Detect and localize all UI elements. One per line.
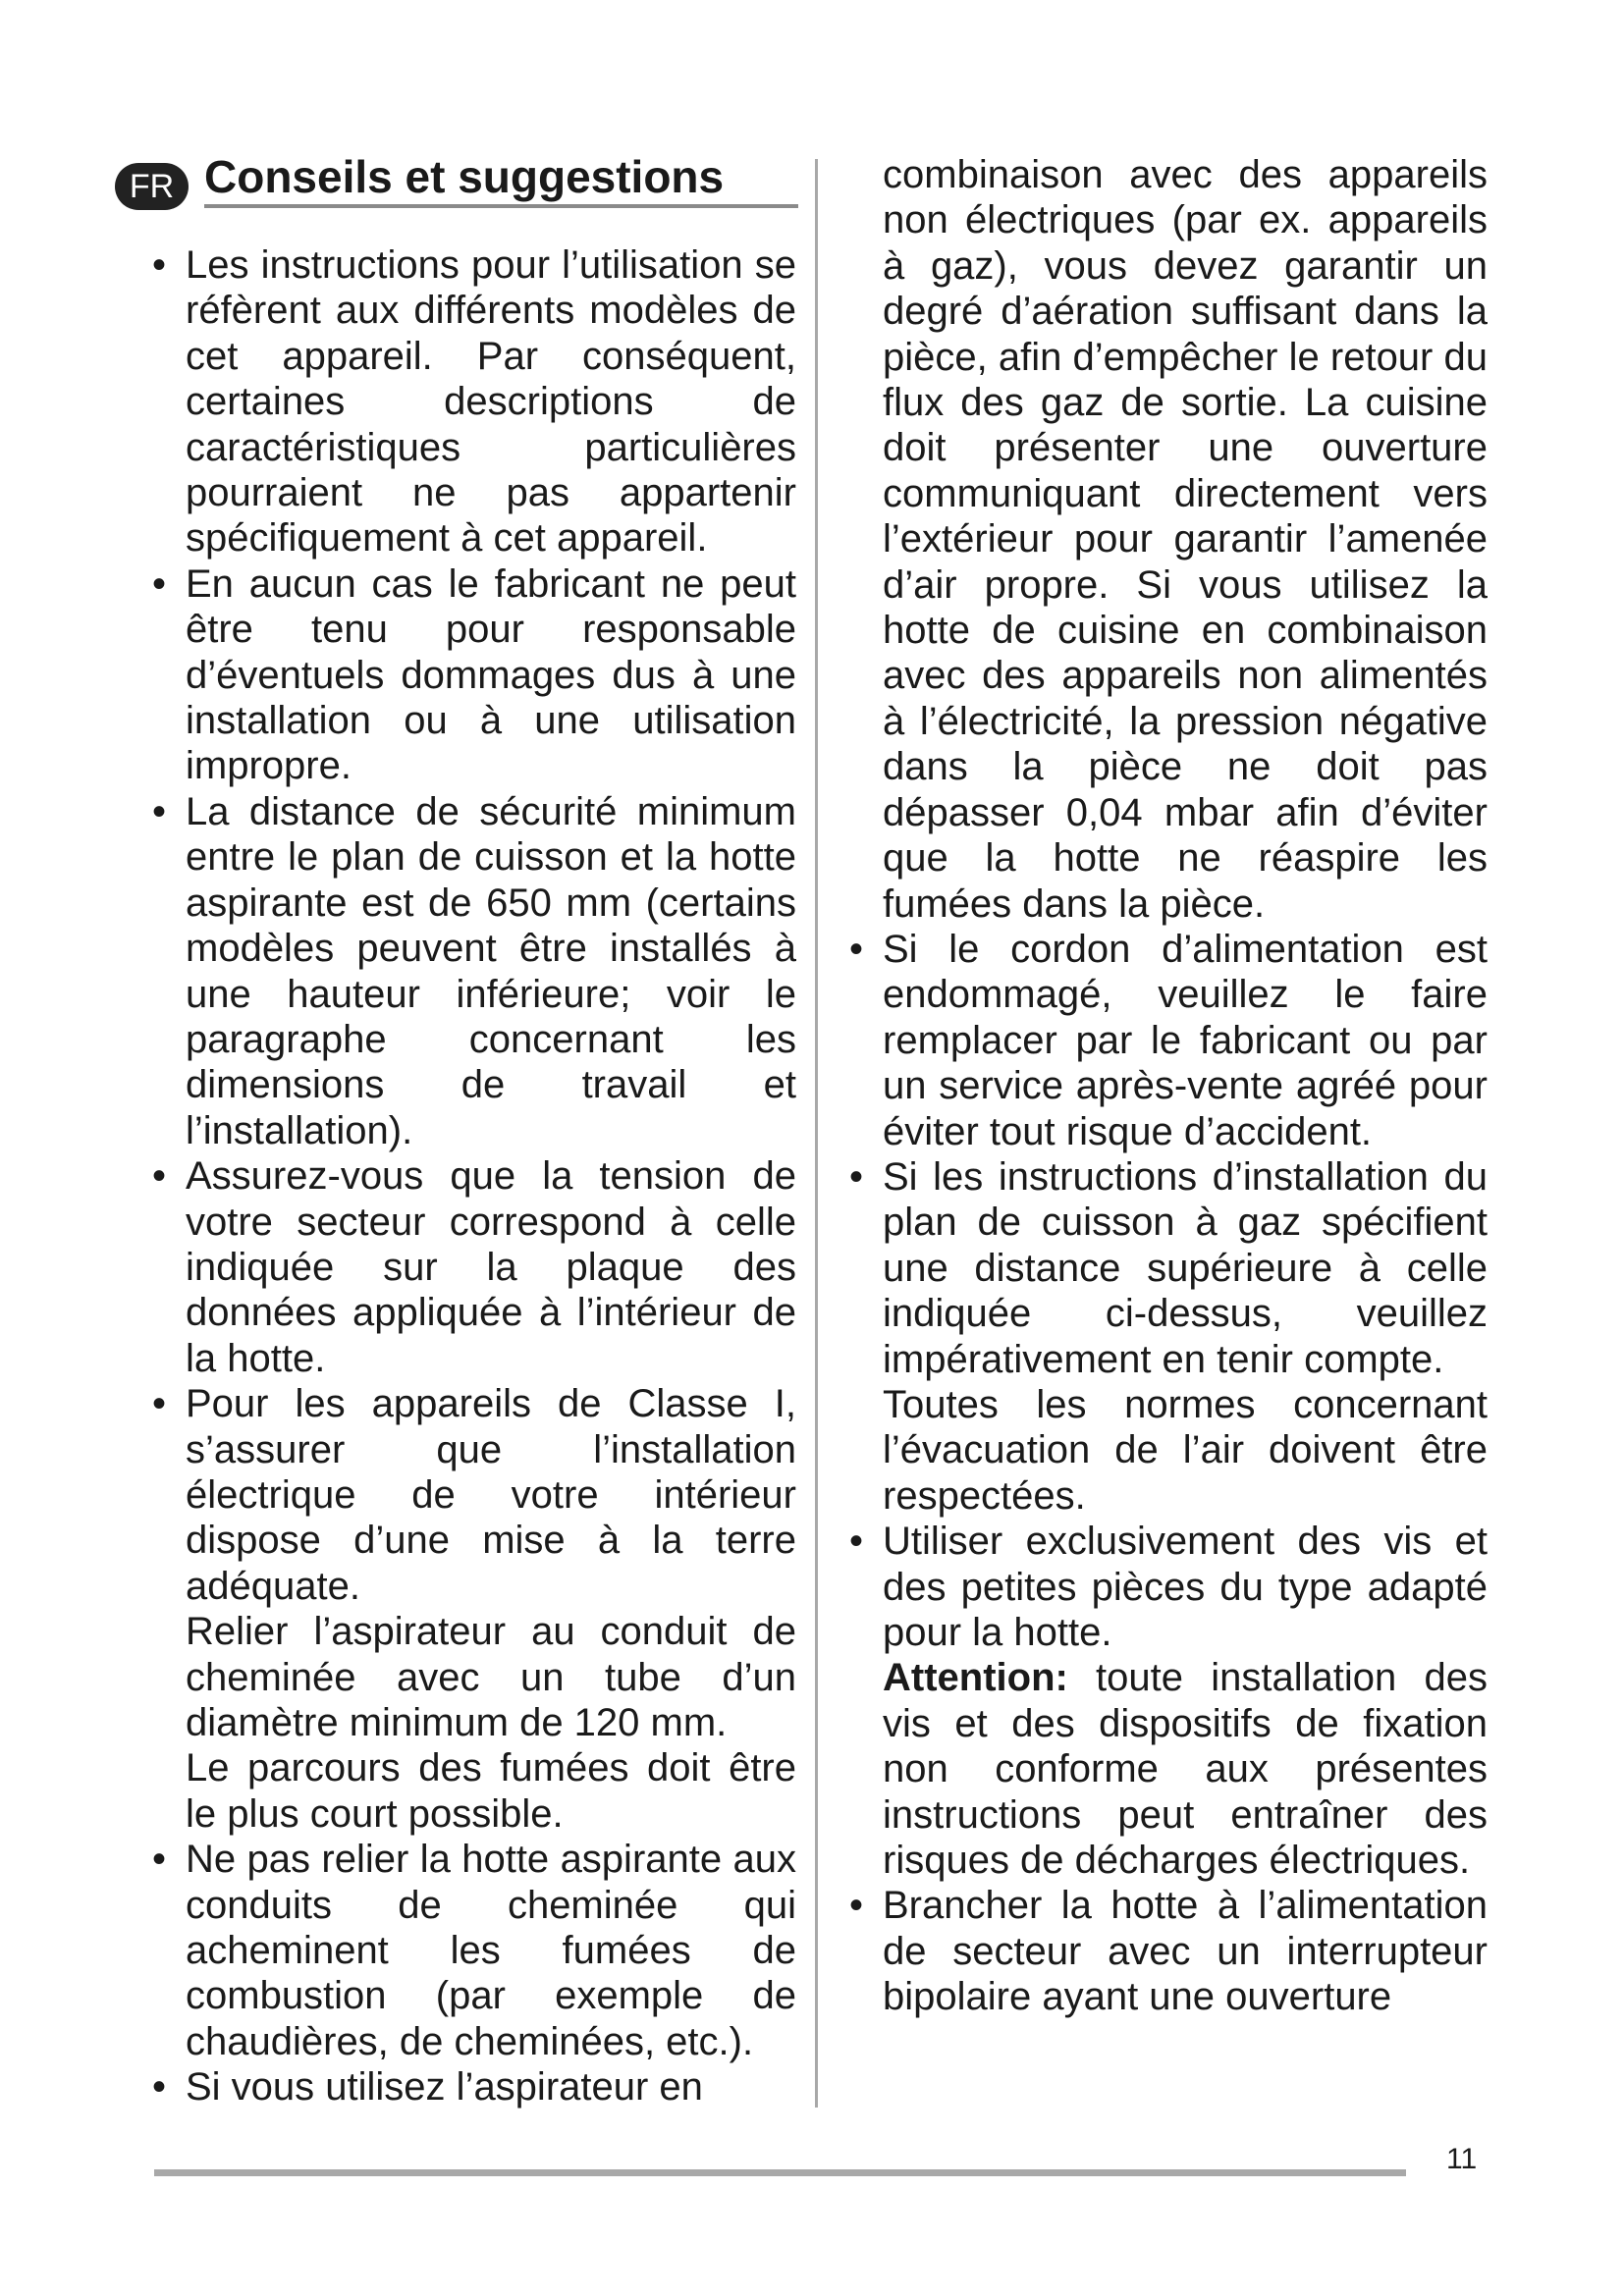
list-item (152, 242, 796, 561)
list-item-text: Le parcours des fumées doit être le plus court possible. (186, 1746, 796, 1836)
list-item-text: Relier l’aspirateur au conduit de cheminée avec un tube d’un diamètre minimum de 120 mm. (186, 1610, 796, 1744)
list-item (849, 1883, 1488, 2019)
list-item (152, 1837, 796, 2064)
list-item (152, 2064, 796, 2109)
list-item (849, 927, 1488, 1154)
list-item-text: • Si vous utilisez l’aspirateur en (186, 2065, 703, 2109)
attention-text: toute installation des vis et des dispositifs de fixation non conforme aux présentes instructions peut entraîner des risques de décharges électriques. (883, 1656, 1488, 1883)
page-number: 11 (1446, 2143, 1478, 2175)
section-title: Conseils et suggestions (204, 151, 725, 202)
list-item (152, 789, 796, 1153)
list-item (849, 1154, 1488, 1519)
attention-label: Attention: (883, 1656, 1068, 1700)
attention-note (883, 1655, 1488, 1883)
list-item (152, 1153, 796, 1381)
list-item-text: • Ne pas relier la hotte aspirante aux conduits de cheminée qui acheminent les fumées de combustion (par exemple de chaudières, de cheminées, etc.). (186, 1838, 796, 2063)
language-badge: FR (115, 163, 189, 210)
list-item-text: • En aucun cas le fabricant ne peut être tenu pour responsable d’éventuels dommages dus à une installation ou à une utilisation impropre. (186, 561, 796, 788)
list-item-text: • Les instructions pour l’utilisation se réfèrent aux différents modèles de cet appareil. Par conséquent, certaines descriptions de caractéristiques particulières pourraient ne pas appartenir spécifiquement à cet appareil. (186, 243, 796, 561)
left-column (152, 242, 796, 2110)
list-item-text: • Si le cordon d’alimentation est endommagé, veuillez le faire remplacer par le fabricant ou par un service après-vente agréé pour éviter tout risque d’accident. (883, 927, 1488, 1153)
list-item-text: • Utiliser exclusivement des vis et des petites pièces du type adapté pour la hotte. (883, 1520, 1488, 1654)
list-item-text: • Pour les appareils de Classe I, s’assurer que l’installation électrique de votre intérieur dispose d’une mise à la terre adéquate. (186, 1382, 796, 1608)
list-item-text: • La distance de sécurité minimum entre le plan de cuisson et la hotte aspirante est de 650 mm (certains modèles peuvent être installés à une hauteur inférieure; voir le paragraphe concernant les dimensions de travail et l’installation). (186, 789, 796, 1152)
column-divider (815, 159, 818, 2108)
list-item-text: combinaison avec des appareils non électriques (par ex. appareils à gaz), vous devez garantir un degré d’aération suffisant dans la pièce, afin d’empêcher le retour du flux des gaz de sortie. La cuisine doit présenter une ouverture communiquant directement vers l’extérieur pour garantir l’amenée d’air propre. Si vous utilisez la hotte de cuisine en combinaison avec des appareils non alimentés à l’électricité, la pression négative dans la pièce ne doit pas dépasser 0,04 mbar afin d’éviter que la hotte ne réaspire les fumées dans la pièce. (883, 153, 1488, 926)
list-item-text: • Si les instructions d’installation du plan de cuisson à gaz spécifient une distance supérieure à celle indiquée ci-dessus, veuillez impérativement en tenir compte. (883, 1154, 1488, 1381)
right-column (849, 152, 1488, 2020)
list-item-continuation (849, 152, 1488, 927)
title-underline (204, 204, 798, 208)
list-item (152, 1381, 796, 1837)
footer-rule (154, 2169, 1406, 2176)
list-item (849, 1519, 1488, 1883)
list-item-text: • Assurez-vous que la tension de votre secteur correspond à celle indiquée sur la plaque des données appliquée à l’intérieur de la hotte. (186, 1154, 796, 1380)
list-item-text: • Brancher la hotte à l’alimentation de secteur avec un interrupteur bipolaire ayant une ouverture (883, 1884, 1488, 2019)
list-item-text: Toutes les normes concernant l’évacuation de l’air doivent être respectées. (883, 1382, 1488, 1518)
list-item (152, 561, 796, 789)
